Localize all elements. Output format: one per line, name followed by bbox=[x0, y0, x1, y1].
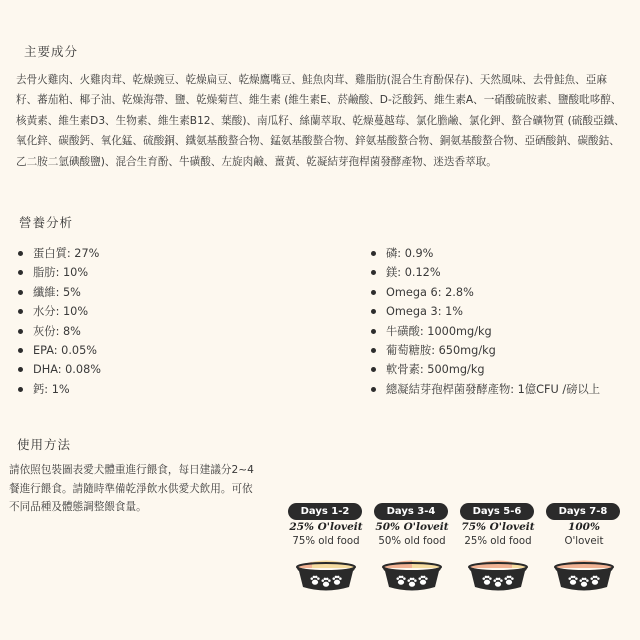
nutrition-item: 牛磺酸: 1000mg/kg bbox=[370, 322, 600, 341]
nutrition-item: 鈣: 1% bbox=[17, 380, 101, 399]
food-bowl-icon bbox=[552, 552, 616, 594]
ingredients-text: 去骨火雞肉、火雞肉茸、乾燥豌豆、乾燥扁豆、乾燥鷹嘴豆、鮭魚肉茸、雞脂肪(混合生育酚保存)、天然風味、去骨鮭魚、亞麻籽、蕃茄粕、椰子油、乾燥海帶、鹽、乾燥菊苣、維生素 (維生素E、菸鹼酸、D-泛酸鈣、維生素A、一硝酸硫胺素、鹽酸吡哆醇、核黃素、維生素D3、生物素、維生素B12、葉酸)、南瓜籽、絲蘭萃取、乾燥蔓越莓、氯化膽鹼、氯化鉀、螯合礦物質 (硫酸亞鐵、氧化鋅、碳酸鈣、氧化錳、硫酸銅、鐵氨基酸螯合物、錳氨基酸螯合物、鋅氨基酸螯合物、銅氨基酸螯合物、亞硒酸鈉、碳酸鈷、乙二胺二氫碘酸鹽)、混合生育酚、牛磺酸、左旋肉鹼、薑黃、乾凝結芽孢桿菌發酵產物、迷迭香萃取。 bbox=[16, 74, 625, 168]
nutrition-item: 鎂: 0.12% bbox=[370, 263, 600, 282]
nutrition-item: 總凝結芽孢桿菌發酵產物: 1億CFU /磅以上 bbox=[370, 380, 600, 399]
new-food-portion bbox=[384, 554, 412, 568]
old-food-ratio: O'loveit bbox=[564, 536, 604, 547]
nutrition-item: 磷: 0.9% bbox=[370, 244, 600, 263]
nutrition-item: Omega 6: 2.8% bbox=[370, 283, 600, 302]
food-bowl-icon bbox=[294, 552, 358, 594]
new-food-ratio: 25% O'loveit bbox=[289, 521, 363, 533]
nutrition-item: 軟骨素: 500mg/kg bbox=[370, 360, 600, 379]
new-food-ratio: 50% O'loveit bbox=[375, 521, 449, 533]
nutrition-item: EPA: 0.05% bbox=[17, 341, 101, 360]
nutrition-list-right bbox=[370, 244, 600, 399]
old-food-portion bbox=[312, 554, 354, 568]
nutrition-item: 蛋白質: 27% bbox=[17, 244, 101, 263]
days-badge: Days 5-6 bbox=[460, 503, 534, 520]
nutrition-item: 灰份: 8% bbox=[17, 322, 101, 341]
nutrition-list-left bbox=[17, 244, 101, 399]
old-food-ratio: 75% old food bbox=[292, 536, 360, 547]
new-food-portion bbox=[556, 554, 612, 568]
new-food-portion bbox=[470, 554, 512, 568]
nutrition-item: Omega 3: 1% bbox=[370, 302, 600, 321]
food-bowl-icon bbox=[466, 552, 530, 594]
nutrition-item: 纖維: 5% bbox=[17, 283, 101, 302]
nutrition-item: DHA: 0.08% bbox=[17, 360, 101, 379]
days-badge: Days 7-8 bbox=[546, 503, 620, 520]
old-food-ratio: 50% old food bbox=[378, 536, 446, 547]
nutrition-item: 水分: 10% bbox=[17, 302, 101, 321]
days-badge: Days 1-2 bbox=[288, 503, 362, 520]
old-food-ratio: 25% old food bbox=[464, 536, 532, 547]
food-bowl-icon bbox=[380, 552, 444, 594]
days-badge: Days 3-4 bbox=[374, 503, 448, 520]
nutrition-analysis-title: 營養分析 bbox=[19, 215, 74, 230]
nutrition-item: 葡萄糖胺: 650mg/kg bbox=[370, 341, 600, 360]
nutrition-item: 脂肪: 10% bbox=[17, 263, 101, 282]
usage-title: 使用方法 bbox=[17, 437, 72, 452]
ingredients-title: 主要成分 bbox=[24, 44, 79, 59]
usage-text: 請依照包裝圖表愛犬體重進行餵食，每日建議分2~4餐進行餵食。請隨時準備乾淨飲水供愛犬飲用。可依不同品種及體態調整餵食量。 bbox=[9, 464, 254, 514]
old-food-portion bbox=[412, 554, 440, 568]
new-food-ratio: 75% O'loveit bbox=[461, 521, 535, 533]
new-food-ratio: 100% bbox=[568, 521, 600, 533]
